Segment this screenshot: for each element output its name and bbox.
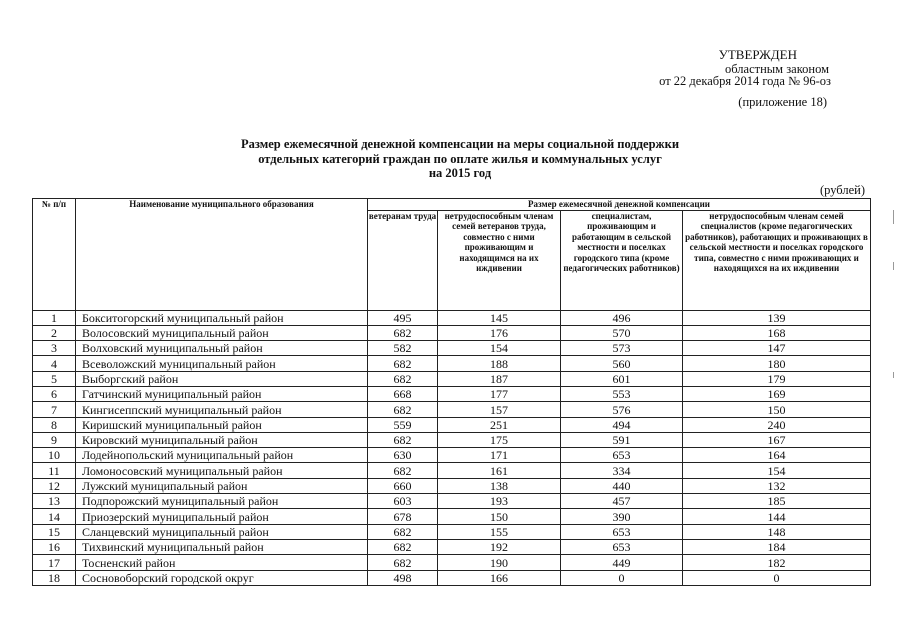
row-specialist-family-cell: 240 — [683, 417, 871, 432]
row-num-cell: 14 — [33, 509, 76, 524]
row-specialist-family-cell: 185 — [683, 494, 871, 509]
row-veterans-cell: 630 — [368, 448, 438, 463]
row-name-cell: Подпорожский муниципальный район — [76, 494, 368, 509]
document-title — [0, 137, 905, 181]
row-specialists-cell: 494 — [561, 417, 683, 432]
row-specialists-cell: 440 — [561, 478, 683, 493]
row-veterans-cell: 682 — [368, 539, 438, 554]
header-specialist-family: нетрудоспособным членам семей специалистов (кроме педагогических работников), работающих и проживающих в сельской местности и поселках городского типа, совместно с ними проживающих и находящихся на их иждивении — [683, 210, 871, 310]
table-row — [33, 356, 871, 371]
row-veterans-cell: 682 — [368, 432, 438, 447]
row-veterans-cell: 682 — [368, 356, 438, 371]
row-specialist-family-cell: 182 — [683, 555, 871, 570]
row-name-cell: Тихвинский муниципальный район — [76, 539, 368, 554]
row-name-cell: Кингисеппский муниципальный район — [76, 402, 368, 417]
row-specialists-cell: 653 — [561, 524, 683, 539]
table-row — [33, 341, 871, 356]
title-line-2: отдельных категорий граждан по оплате жилья и коммунальных услуг — [258, 151, 662, 166]
row-name-cell: Выборгский район — [76, 371, 368, 386]
row-num-cell: 4 — [33, 356, 76, 371]
row-veteran-family-cell: 188 — [438, 356, 561, 371]
row-specialists-cell: 449 — [561, 555, 683, 570]
approval-law-date: от 22 декабря 2014 года № 96-оз — [659, 74, 831, 88]
table-row — [33, 555, 871, 570]
row-veterans-cell: 498 — [368, 570, 438, 585]
row-veteran-family-cell: 154 — [438, 341, 561, 356]
row-veterans-cell: 603 — [368, 494, 438, 509]
row-name-cell: Волосовский муниципальный район — [76, 325, 368, 340]
compensation-table — [32, 198, 871, 586]
row-num-cell: 11 — [33, 463, 76, 478]
row-veterans-cell: 682 — [368, 325, 438, 340]
row-specialist-family-cell: 167 — [683, 432, 871, 447]
row-veterans-cell: 582 — [368, 341, 438, 356]
row-veteran-family-cell: 161 — [438, 463, 561, 478]
row-veterans-cell: 668 — [368, 386, 438, 401]
row-specialist-family-cell: 132 — [683, 478, 871, 493]
row-veteran-family-cell: 138 — [438, 478, 561, 493]
table-row — [33, 524, 871, 539]
table-row — [33, 310, 871, 325]
scan-mark — [893, 210, 894, 224]
table-row — [33, 325, 871, 340]
row-veteran-family-cell: 176 — [438, 325, 561, 340]
row-num-cell: 16 — [33, 539, 76, 554]
table-row — [33, 386, 871, 401]
row-specialist-family-cell: 169 — [683, 386, 871, 401]
row-specialist-family-cell: 148 — [683, 524, 871, 539]
row-num-cell: 12 — [33, 478, 76, 493]
table-row — [33, 402, 871, 417]
row-specialists-cell: 390 — [561, 509, 683, 524]
row-veteran-family-cell: 157 — [438, 402, 561, 417]
row-num-cell: 17 — [33, 555, 76, 570]
row-name-cell: Приозерский муниципальный район — [76, 509, 368, 524]
header-veteran-family: нетрудоспособным членам семей ветеранов труда, совместно с ними проживающим и находящимся на их иждивении — [438, 210, 561, 310]
row-name-cell: Всеволожский муниципальный район — [76, 356, 368, 371]
row-veterans-cell: 495 — [368, 310, 438, 325]
row-specialist-family-cell: 147 — [683, 341, 871, 356]
row-veteran-family-cell: 193 — [438, 494, 561, 509]
row-specialists-cell: 653 — [561, 448, 683, 463]
row-veteran-family-cell: 175 — [438, 432, 561, 447]
row-num-cell: 13 — [33, 494, 76, 509]
row-num-cell: 5 — [33, 371, 76, 386]
row-veterans-cell: 682 — [368, 555, 438, 570]
row-specialists-cell: 496 — [561, 310, 683, 325]
table-row — [33, 432, 871, 447]
row-name-cell: Сосновоборский городской округ — [76, 570, 368, 585]
scan-mark — [893, 372, 894, 378]
row-specialists-cell: 457 — [561, 494, 683, 509]
row-specialist-family-cell: 168 — [683, 325, 871, 340]
row-num-cell: 15 — [33, 524, 76, 539]
table-body — [33, 310, 871, 585]
table-row — [33, 417, 871, 432]
row-veterans-cell: 559 — [368, 417, 438, 432]
row-name-cell: Ломоносовский муниципальный район — [76, 463, 368, 478]
row-veterans-cell: 660 — [368, 478, 438, 493]
row-veteran-family-cell: 145 — [438, 310, 561, 325]
row-specialist-family-cell: 164 — [683, 448, 871, 463]
row-veterans-cell: 682 — [368, 402, 438, 417]
row-specialists-cell: 573 — [561, 341, 683, 356]
table-row — [33, 509, 871, 524]
table-row — [33, 494, 871, 509]
row-name-cell: Волховский муниципальный район — [76, 341, 368, 356]
row-name-cell: Бокситогорский муниципальный район — [76, 310, 368, 325]
row-num-cell: 9 — [33, 432, 76, 447]
row-name-cell: Киришский муниципальный район — [76, 417, 368, 432]
row-veteran-family-cell: 187 — [438, 371, 561, 386]
row-name-cell: Сланцевский муниципальный район — [76, 524, 368, 539]
table-row — [33, 371, 871, 386]
row-veteran-family-cell: 166 — [438, 570, 561, 585]
table-row — [33, 478, 871, 493]
row-name-cell: Гатчинский муниципальный район — [76, 386, 368, 401]
row-veteran-family-cell: 177 — [438, 386, 561, 401]
row-veterans-cell: 682 — [368, 371, 438, 386]
row-name-cell: Лодейнопольский муниципальный район — [76, 448, 368, 463]
row-specialists-cell: 560 — [561, 356, 683, 371]
approval-appendix: (приложение 18) — [738, 95, 827, 109]
row-specialists-cell: 601 — [561, 371, 683, 386]
row-num-cell: 18 — [33, 570, 76, 585]
approval-stamp-title: УТВЕРЖДЕН — [718, 47, 797, 62]
row-num-cell: 8 — [33, 417, 76, 432]
scan-mark — [893, 262, 894, 270]
row-specialists-cell: 653 — [561, 539, 683, 554]
row-specialist-family-cell: 180 — [683, 356, 871, 371]
row-veterans-cell: 682 — [368, 463, 438, 478]
row-specialist-family-cell: 144 — [683, 509, 871, 524]
row-num-cell: 3 — [33, 341, 76, 356]
row-num-cell: 2 — [33, 325, 76, 340]
row-specialist-family-cell: 154 — [683, 463, 871, 478]
row-specialist-family-cell: 184 — [683, 539, 871, 554]
row-veterans-cell: 678 — [368, 509, 438, 524]
table-row — [33, 463, 871, 478]
row-specialist-family-cell: 150 — [683, 402, 871, 417]
row-specialists-cell: 570 — [561, 325, 683, 340]
row-name-cell: Лужский муниципальный район — [76, 478, 368, 493]
row-veterans-cell: 682 — [368, 524, 438, 539]
row-veteran-family-cell: 155 — [438, 524, 561, 539]
row-specialists-cell: 553 — [561, 386, 683, 401]
row-num-cell: 10 — [33, 448, 76, 463]
row-veteran-family-cell: 171 — [438, 448, 561, 463]
row-name-cell: Кировский муниципальный район — [76, 432, 368, 447]
header-group: Размер ежемесячной денежной компенсации — [368, 199, 871, 211]
row-specialists-cell: 576 — [561, 402, 683, 417]
row-specialist-family-cell: 179 — [683, 371, 871, 386]
row-specialist-family-cell: 139 — [683, 310, 871, 325]
row-num-cell: 1 — [33, 310, 76, 325]
header-num: № п/п — [33, 199, 76, 311]
row-name-cell: Тосненский район — [76, 555, 368, 570]
row-specialists-cell: 334 — [561, 463, 683, 478]
title-line-1: Размер ежемесячной денежной компенсации на меры социальной поддержки — [240, 137, 680, 151]
units-label: (рублей) — [819, 183, 865, 197]
row-specialist-family-cell: 0 — [683, 570, 871, 585]
row-specialists-cell: 591 — [561, 432, 683, 447]
approval-law-label: областным законом — [724, 62, 829, 76]
header-name: Наименование муниципального образования — [76, 199, 368, 311]
row-veteran-family-cell: 190 — [438, 555, 561, 570]
table-row — [33, 570, 871, 585]
title-line-3: на 2015 год — [428, 166, 492, 180]
header-specialists: специалистам, проживающим и работающим в сельской местности и поселках городского типа (кроме педагогических работников) — [561, 210, 683, 310]
table-row — [33, 539, 871, 554]
row-veteran-family-cell: 192 — [438, 539, 561, 554]
row-specialists-cell: 0 — [561, 570, 683, 585]
row-num-cell: 6 — [33, 386, 76, 401]
row-veteran-family-cell: 251 — [438, 417, 561, 432]
header-veterans: ветеранам труда — [368, 210, 438, 310]
table-row — [33, 448, 871, 463]
row-veteran-family-cell: 150 — [438, 509, 561, 524]
row-num-cell: 7 — [33, 402, 76, 417]
